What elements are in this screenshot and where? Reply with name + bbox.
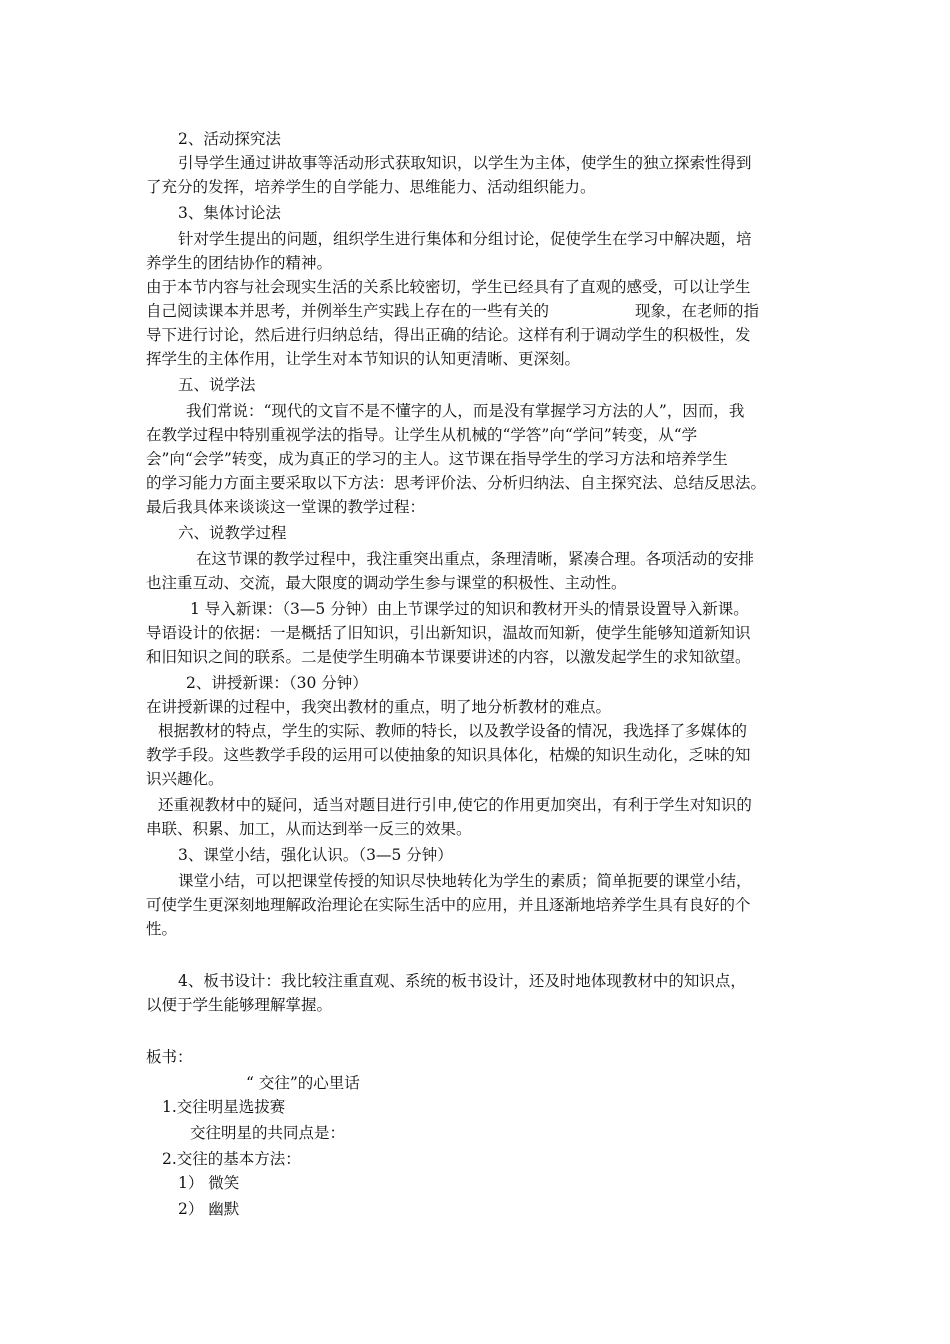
step-new-lesson-line: 2、讲授新课：（30 分钟） [186, 674, 368, 692]
paragraph-line: 挥学生的主体作用，让学生对本节知识的认知更清晰、更深刻。 [146, 350, 581, 368]
paragraph-line: 的学习能力方面主要采取以下方法：思考评价法、分析归纳法、自主探究法、总结反思法。 [146, 474, 767, 492]
blackboard-item: 1.交往明星选拔赛 [162, 1098, 286, 1116]
paragraph-line: 还重视教材中的疑问，适当对题目进行引申,使它的作用更加突出，有利于学生对知识的 [158, 796, 752, 814]
heading-discussion-method: 3、集体讨论法 [178, 204, 281, 222]
paragraph-text: 现象，在老师的指 [635, 302, 760, 320]
paragraph-line: 也注重互动、交流，最大限度的调动学生参与课堂的积极性、主动性。 [146, 574, 627, 592]
paragraph-line: 根据教材的特点，学生的实际、教师的特长，以及教学设备的情况，我选择了多媒体的 [158, 722, 748, 740]
paragraph-line: 会”向“会学”转变，成为真正的学习的主人。这节课在指导学生的学习方法和培养学生 [146, 450, 728, 468]
blackboard-subitem: 2） 幽默 [178, 1200, 240, 1218]
paragraph-line: 在教学过程中特别重视学法的指导。让学生从机械的“学答”向“学问”转变，从“学 [146, 426, 698, 444]
step-intro-line: 1 导入新课：（3—5 分钟）由上节课学过的知识和教材开头的情景设置导入新课。 [190, 600, 749, 618]
paragraph-line: 以便于学生能够理解掌握。 [146, 996, 333, 1014]
paragraph-line: 由于本节内容与社会现实生活的关系比较密切，学生已经具有了直观的感受，可以让学生 [146, 278, 751, 296]
paragraph-line: 教学手段。这些教学手段的运用可以使抽象的知识具体化，枯燥的知识生动化，乏味的知 [146, 746, 751, 764]
paragraph-line: 在讲授新课的过程中，我突出教材的重点，明了地分析教材的难点。 [146, 698, 612, 716]
heading-study-method: 五、说学法 [178, 376, 256, 394]
paragraph-text: 自己阅读课本并思考，并例举生产实践上存在的一些有关的 [146, 302, 550, 320]
paragraph-line: 课堂小结，可以把课堂传授的知识尽快地转化为学生的素质；简单扼要的课堂小结， [178, 872, 752, 890]
step-blackboard-line: 4、板书设计：我比较注重直观、系统的板书设计，还及时地体现教材中的知识点， [178, 972, 746, 990]
blackboard-title: “ 交往”的心里话 [246, 1074, 360, 1092]
paragraph-line: 导语设计的依据：一是概括了旧知识，引出新知识，温故而知新，使学生能够知道新知识 [146, 624, 751, 642]
paragraph-line: 了充分的发挥，培养学生的自学能力、思维能力、活动组织能力。 [146, 178, 596, 196]
paragraph-line: 我们常说：“现代的文盲不是不懂字的人，而是没有掌握学习方法的人”，因而，我 [186, 402, 745, 420]
paragraph-line: 和旧知识之间的联系。二是使学生明确本节课要讲述的内容，以激发起学生的求知欲望。 [146, 648, 751, 666]
paragraph-line: 可使学生更深刻地理解政治理论在实际生活中的应用，并且逐渐地培养学生具有良好的个 [146, 896, 751, 914]
blackboard-subitem: 1） 微笑 [178, 1174, 240, 1192]
heading-activity-method: 2、活动探究法 [178, 130, 281, 148]
paragraph-line: 导下进行讨论，然后进行归纳总结，得出正确的结论。这样有利于调动学生的积极性，发 [146, 326, 751, 344]
heading-teaching-process: 六、说教学过程 [178, 524, 287, 542]
paragraph-line: 最后我具体来谈谈这一堂课的教学过程： [146, 498, 426, 516]
paragraph-line: 引导学生通过讲故事等活动形式获取知识，以学生为主体，使学生的独立探索性得到 [178, 154, 752, 172]
paragraph-line: 在这节课的教学过程中，我注重突出重点，条理清晰，紧凑合理。各项活动的安排 [196, 550, 755, 568]
paragraph-line: 性。 [146, 920, 178, 938]
paragraph-line: 串联、积累、加工，从而达到举一反三的效果。 [146, 820, 472, 838]
blackboard-label: 板书： [146, 1048, 193, 1066]
blackboard-item: 2.交往的基本方法： [162, 1150, 301, 1168]
step-summary-line: 3、课堂小结，强化认识。（3—5 分钟） [178, 846, 453, 864]
paragraph-line: 针对学生提出的问题，组织学生进行集体和分组讨论，促使学生在学习中解决题，培 [178, 230, 752, 248]
paragraph-line: 识兴趣化。 [146, 770, 224, 788]
blackboard-subitem: 交往明星的共同点是： [190, 1124, 346, 1142]
paragraph-line [146, 301, 759, 321]
paragraph-line: 养学生的团结协作的精神。 [146, 254, 333, 272]
